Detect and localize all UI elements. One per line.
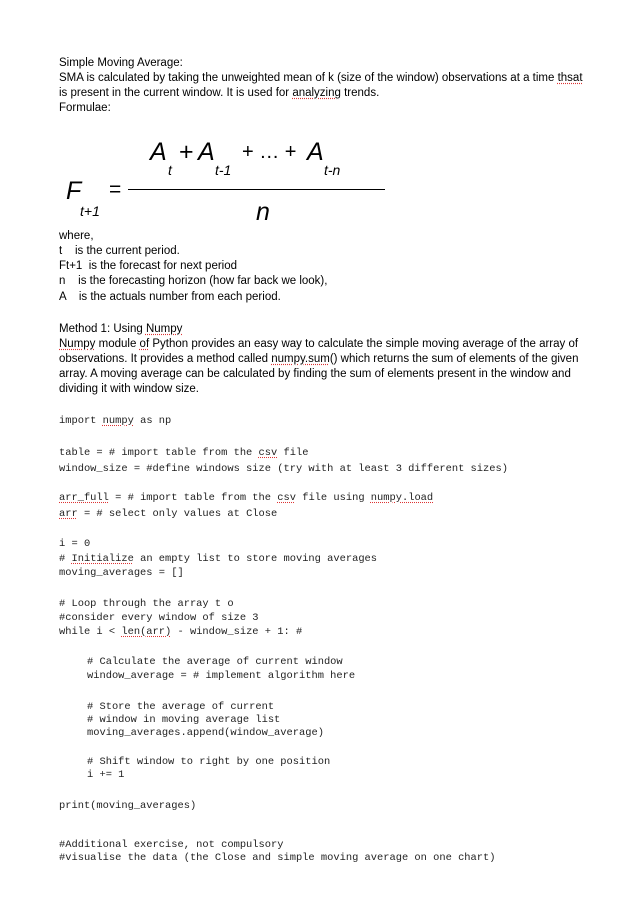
method-text-1: module <box>95 338 140 350</box>
code-text: = # import table from the <box>108 492 278 504</box>
where-line-n: n is the forecasting horizon (how far back we look), <box>59 275 328 287</box>
method-word-numpy-sum: numpy.sum <box>271 353 330 365</box>
subscript-t-1: t-1 <box>215 162 232 178</box>
formulae-label: Formulae: <box>59 102 111 114</box>
code-text: file <box>277 447 309 459</box>
code-window-size: window_size = #define windows size (try with at least 3 different sizes) <box>59 463 508 475</box>
intro-text-1: SMA is calculated by taking the unweighted mean of k (size of the window) observations at a time <box>59 72 558 84</box>
formula-plus: + <box>179 138 194 166</box>
code-arr-full <box>59 492 433 505</box>
formula-a-t1: A <box>198 138 215 166</box>
code-arr <box>59 508 277 521</box>
flagged-word: analyzing <box>292 87 341 99</box>
formula-f: F <box>66 177 82 205</box>
code-shift-comment: # Shift window to right by one position <box>87 756 331 768</box>
method-word-of: of <box>139 338 150 350</box>
method-text-3: () which returns the sum of elements of the given array. A moving average can be calculated by finding the sum of elements present in the window and dividing it with window size. <box>59 353 579 395</box>
code-flagged: Initialize <box>71 553 134 565</box>
code-table <box>59 447 308 460</box>
code-moving-averages: moving_averages = [] <box>59 567 184 579</box>
code-print: print(moving_averages) <box>59 800 197 812</box>
formula-n: n <box>256 198 270 226</box>
method-title-word: Numpy <box>145 323 183 335</box>
code-extra-comment-1: #Additional exercise, not compulsory <box>59 839 284 851</box>
method-title <box>59 322 182 337</box>
code-init-comment <box>59 553 377 566</box>
code-append: moving_averages.append(window_average) <box>87 727 324 739</box>
method-title-text: Method 1: Using <box>59 323 146 335</box>
intro-text-3: trends. <box>340 87 380 99</box>
code-flagged: arr_full <box>59 492 109 504</box>
where-line-f: Ft+1 is the forecast for next period <box>59 260 238 272</box>
code-extra-comment-2: #visualise the data (the Close and simple moving average on one chart) <box>59 852 496 864</box>
code-consider-comment: #consider every window of size 3 <box>59 612 259 624</box>
intro-paragraph <box>59 71 589 101</box>
code-store-comment-1: # Store the average of current <box>87 701 275 713</box>
heading: Simple Moving Average: <box>59 57 183 69</box>
formula-equals: = <box>109 178 122 201</box>
code-text: = # select only values at Close <box>77 508 278 520</box>
code-loop-comment: # Loop through the array t o <box>59 598 234 610</box>
where-label: where, <box>59 230 94 242</box>
method-word-numpy: Numpy <box>59 338 96 350</box>
subscript-t: t <box>168 162 172 178</box>
misspelled-word: thsat <box>557 72 583 84</box>
code-flagged: numpy.load <box>370 492 434 504</box>
code-window-average: window_average = # implement algorithm here <box>87 670 356 682</box>
code-text: - window_size + 1: # <box>171 626 303 638</box>
code-text: file using <box>295 492 371 504</box>
code-flagged: numpy <box>102 415 134 427</box>
code-text: # <box>59 553 72 565</box>
intro-text-2: is present in the current window. It is used for <box>59 87 293 99</box>
code-while <box>59 626 302 639</box>
code-text: an empty list to store moving averages <box>133 553 378 565</box>
method-text-2: Python provides an easy way to calculate the simple moving average of the array of observations. It provides a method called <box>59 338 579 365</box>
method-paragraph <box>59 337 584 397</box>
where-line-t: t is the current period. <box>59 245 180 257</box>
code-text: while i < <box>59 626 122 638</box>
subscript-t-n: t-n <box>324 162 341 178</box>
code-text: import <box>59 415 103 427</box>
code-flagged: csv <box>277 492 296 504</box>
formula-a-tn: A <box>307 138 324 166</box>
fraction-line <box>128 189 385 190</box>
code-flagged: csv <box>258 447 278 459</box>
where-line-a: A is the actuals number from each period. <box>59 291 281 303</box>
code-increment: i += 1 <box>87 769 125 781</box>
formula-a-t: A <box>150 138 167 166</box>
code-text: table = # import table from the <box>59 447 259 459</box>
code-text: as np <box>133 415 172 427</box>
formula-plus-ellipsis: + … + <box>242 141 297 163</box>
code-calc-comment: # Calculate the average of current window <box>87 656 343 668</box>
code-flagged: len(arr) <box>121 626 172 638</box>
code-import <box>59 415 171 428</box>
code-flagged: arr <box>59 508 78 520</box>
code-store-comment-2: # window in moving average list <box>87 714 281 726</box>
code-i-init: i = 0 <box>59 538 91 550</box>
subscript-t-plus-1: t+1 <box>80 203 100 219</box>
